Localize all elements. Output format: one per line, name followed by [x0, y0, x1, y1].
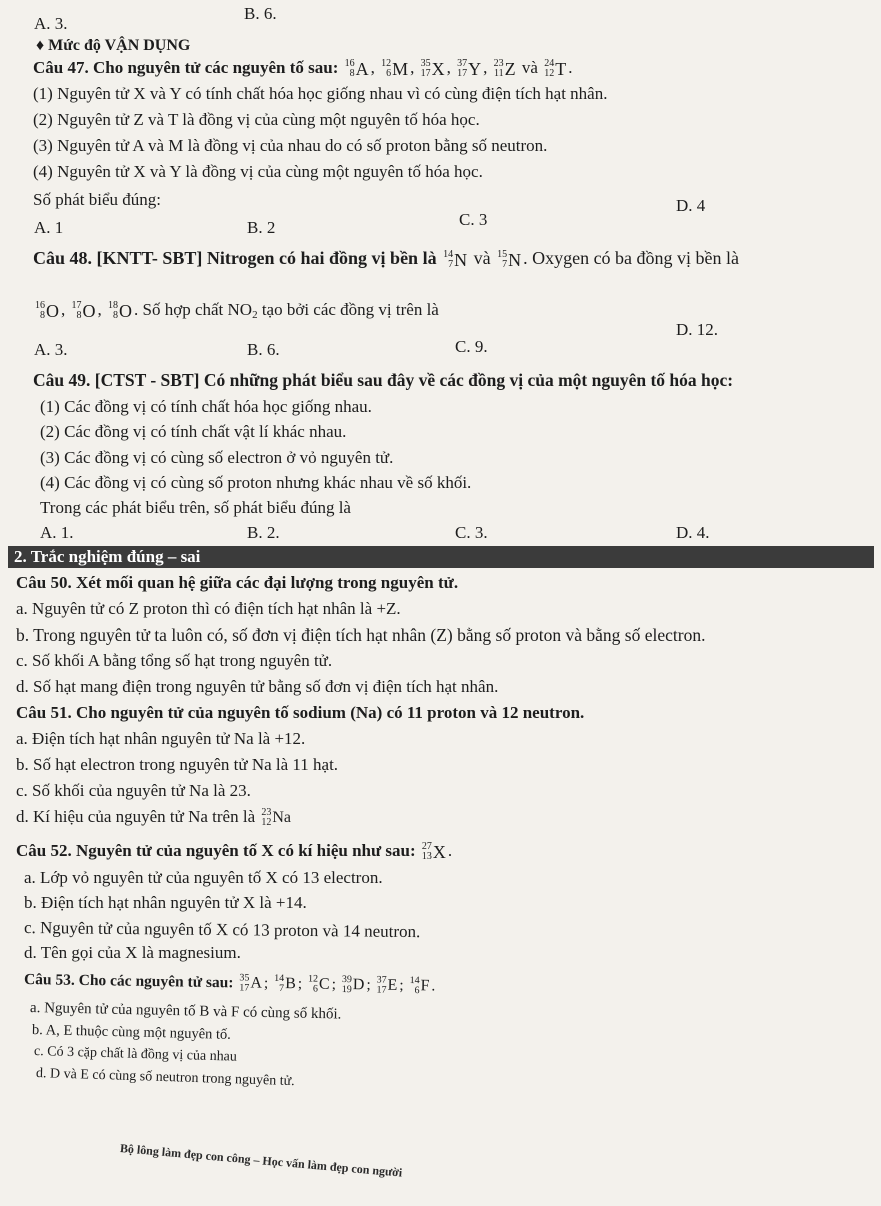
- isotope-a: 16 8 A: [344, 58, 369, 80]
- q51-item-b: b. Số hạt electron trong nguyên tử Na là 11 hạt.: [16, 755, 339, 774]
- question-48-line-2: 16 8 O , 17 8 O , 18 8 O . Số hợp chất $NO_2$ tạo bởi các đồng vị trên là: [35, 300, 439, 322]
- question-49: Câu 49. [CTST - SBT] Có những phát biểu sau đây về các đồng vị của một nguyên tố hóa học:: [33, 370, 734, 390]
- q48-option-d[interactable]: D. 12.: [676, 320, 719, 339]
- isotope-t: 24 12 T: [544, 58, 567, 80]
- prev-option-b: B. 6.: [244, 4, 277, 23]
- q51-item-c: c. Số khối của nguyên tử Na là 23.: [16, 781, 251, 800]
- q51-item-d: d. Kí hiệu của nguyên tử Na trên là 23 12 Na: [16, 807, 292, 829]
- section-2-title: 2. Trắc nghiệm đúng – sai: [14, 547, 201, 566]
- q47-statement-3: (3) Nguyên tử A và M là đồng vị của nhau do có số proton bằng số neutron.: [33, 136, 548, 155]
- isotope-na: 23 12 Na: [261, 807, 292, 829]
- q48-option-a[interactable]: A. 3.: [34, 340, 68, 359]
- q47-statement-2: (2) Nguyên tử Z và T là đồng vị của cùng một nguyên tố hóa học.: [33, 110, 480, 129]
- isotope-x: 35 17 X: [420, 58, 445, 80]
- footer-slogan: Bộ lông làm đẹp con công – Học vấn làm đẹp con người: [119, 1141, 403, 1180]
- q53-item-b: b. A, E thuộc cùng một nguyên tố.: [31, 1022, 232, 1043]
- q47-option-c[interactable]: C. 3: [459, 210, 488, 229]
- q47-option-a[interactable]: A. 1: [34, 218, 64, 237]
- isotope-m: 12 6 M: [381, 58, 409, 80]
- section-heading-band: [8, 546, 874, 568]
- q49-option-c[interactable]: C. 3.: [455, 523, 488, 542]
- isotope-o18: 18 8 O: [108, 300, 132, 322]
- isotope-c12: 12 6 C: [307, 973, 330, 996]
- q50-item-d: d. Số hạt mang điện trong nguyên tử bằng số đơn vị điện tích hạt nhân.: [16, 677, 499, 696]
- question-51: Câu 51. Cho nguyên tử của nguyên tố sodium (Na) có 11 proton và 12 neutron.: [16, 703, 585, 722]
- question-48-line-1: Câu 48. [KNTT- SBT] Nitrogen có hai đồng vị bền là 14 7 N và 15 7 N . Oxygen có ba đồng vị bền là: [33, 248, 740, 270]
- isotope-a35: 35 17 A: [239, 972, 263, 994]
- q48-option-c[interactable]: C. 9.: [455, 337, 488, 356]
- q49-option-d[interactable]: D. 4.: [676, 523, 710, 542]
- q47-option-b[interactable]: B. 2: [247, 218, 276, 237]
- isotope-y: 37 17 Y: [457, 58, 482, 80]
- q49-option-b[interactable]: B. 2.: [247, 523, 280, 542]
- q52-item-d: d. Tên gọi của X là magnesium.: [24, 943, 241, 962]
- q53-item-c: c. Có 3 cặp chất là đồng vị của nhau: [33, 1044, 238, 1065]
- q50-item-a: a. Nguyên tử có Z proton thì có điện tích hạt nhân là +Z.: [16, 599, 401, 618]
- q52-item-a: a. Lớp vỏ nguyên tử của nguyên tố X có 13 electron.: [24, 868, 383, 887]
- isotope-x27: 27 13 X: [421, 841, 446, 863]
- isotope-o17: 17 8 O: [71, 300, 96, 322]
- q50-item-c: c. Số khối A bằng tổng số hạt trong nguyên tử.: [16, 651, 333, 670]
- q48-option-b[interactable]: B. 6.: [247, 340, 280, 359]
- q47-statement-1: (1) Nguyên tử X và Y có tính chất hóa học giống nhau vì có cùng điện tích hạt nhân.: [33, 84, 608, 103]
- q53-item-d: d. D và E có cùng số neutron trong nguyên tử.: [35, 1066, 295, 1090]
- q49-statement-2: (2) Các đồng vị có tính chất vật lí khác nhau.: [40, 422, 347, 441]
- question-52: Câu 52. Nguyên tử của nguyên tố X có kí hiệu như sau: 27 13 X .: [16, 841, 453, 863]
- q53-item-a: a. Nguyên tử của nguyên tố B và F có cùng số khối.: [29, 1000, 342, 1023]
- level-heading: ♦ Mức độ VẬN DỤNG: [36, 37, 191, 54]
- q47-option-d[interactable]: D. 4: [676, 196, 706, 215]
- isotope-n15: 15 7 N: [497, 248, 522, 270]
- q51-item-a: a. Điện tích hạt nhân nguyên tử Na là +12.: [16, 729, 306, 748]
- isotope-d39: 39 19 D: [341, 974, 365, 996]
- isotope-n14: 14 7 N: [443, 248, 468, 270]
- isotope-f14: 14 6 F: [409, 975, 430, 997]
- question-53: Câu 53. Cho các nguyên tử sau: 35 17 A ; 14 7 B ; 12 6 C ; 39 19 D ; 37 17 E ; 14 6 F .: [23, 971, 436, 997]
- isotope-b14: 14 7 B: [274, 973, 296, 995]
- q49-option-a[interactable]: A. 1.: [40, 523, 74, 542]
- q47-statement-4: (4) Nguyên tử X và Y là đồng vị của cùng một nguyên tố hóa học.: [33, 162, 483, 181]
- q52-item-c: c. Nguyên tử của nguyên tố X có 13 proton và 14 neutron.: [23, 918, 421, 942]
- question-47-intro: Câu 47. Cho nguyên tử các nguyên tố sau: 16 8 A , 12 6 M , 35 17 X , 37 17 Y , 23 11 Z và 24 12 T .: [33, 58, 573, 80]
- q47-ask: Số phát biểu đúng:: [33, 190, 161, 209]
- q49-statement-1: (1) Các đồng vị có tính chất hóa học giống nhau.: [40, 397, 372, 416]
- q50-item-b: b. Trong nguyên tử ta luôn có, số đơn vị điện tích hạt nhân (Z) bằng số proton và bằng số electron.: [16, 625, 706, 645]
- q49-statement-3: (3) Các đồng vị có cùng số electron ở vỏ nguyên tử.: [40, 448, 394, 467]
- isotope-e37: 37 17 E: [376, 974, 398, 997]
- isotope-o16: 16 8 O: [35, 300, 59, 322]
- q49-ask: Trong các phát biểu trên, số phát biểu đúng là: [40, 498, 351, 517]
- q52-item-b: b. Điện tích hạt nhân nguyên tử X là +14.: [24, 893, 307, 912]
- prev-option-a: A. 3.: [34, 14, 68, 33]
- isotope-z: 23 11 Z: [493, 58, 516, 80]
- question-50: Câu 50. Xét mối quan hệ giữa các đại lượng trong nguyên tử.: [16, 573, 459, 592]
- q49-statement-4: (4) Các đồng vị có cùng số proton nhưng khác nhau về số khối.: [40, 473, 472, 492]
